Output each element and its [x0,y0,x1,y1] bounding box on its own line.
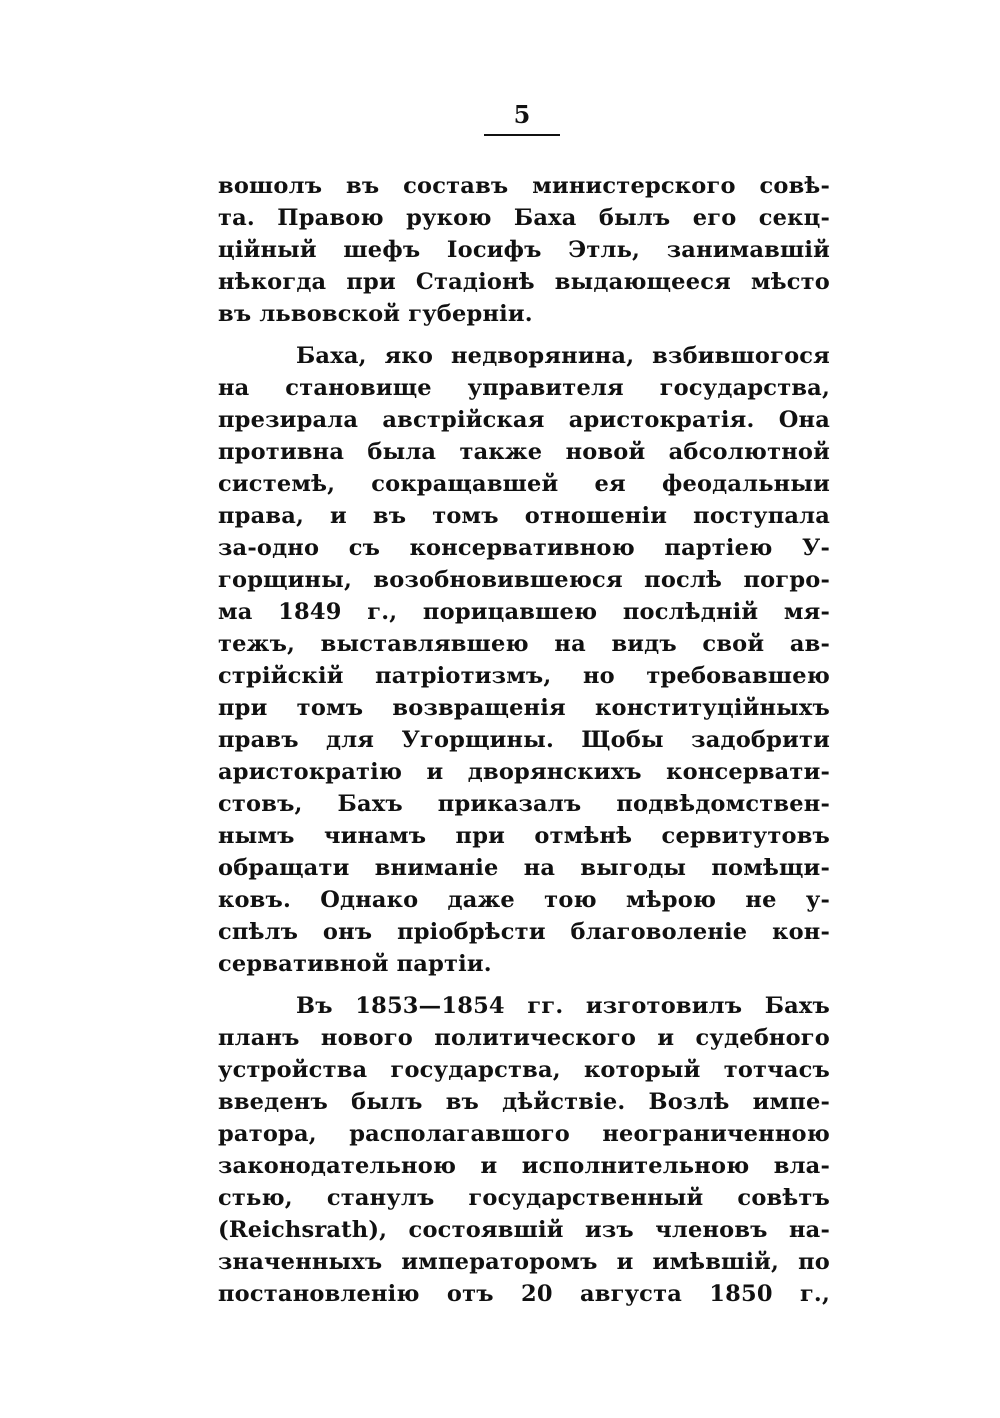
text-line: Въ 1853—1854 гг. изготовилъ Бахъ [296,993,830,1019]
text-line: спѣлъ онъ пріобрѣсти благоволеніе кон- [218,919,830,945]
text-line: ковъ. Однако даже тою мѣрою не у- [218,887,830,913]
text-line: системѣ, сокращавшей ея феодальныи [218,471,830,497]
text-line: горщины, возобновившеюся послѣ погро- [218,567,830,593]
text-line: введенъ былъ въ дѣйствіе. Возлѣ импе- [218,1089,830,1115]
text-line: нѣкогда при Стадіонѣ выдающееся мѣсто [218,269,830,295]
paragraph-1 [218,170,830,330]
text-line: стью, станулъ государственный совѣтъ [218,1185,830,1211]
text-line: тежъ, выставлявшею на видъ свой ав- [218,631,830,657]
text-line: Баха, яко недворянина, взбившогося [296,343,830,369]
text-line: нымъ чинамъ при отмѣнѣ сервитутовъ [218,823,830,849]
text-line: значенныхъ императоромъ и имѣвшій, по [218,1249,830,1275]
text-line: вошолъ въ составъ министерского совѣ- [218,173,830,199]
text-line: законодательною и исполнительною вла- [218,1153,830,1179]
paragraph-3 [218,990,830,1310]
text-line: за-одно съ консервативною партіею У- [218,535,830,561]
text-line: въ львовской губерніи. [218,301,533,327]
text-line: ційный шефъ Іосифъ Этль, занимавшій [218,237,830,263]
text-line: на становище управителя государства, [218,375,830,401]
text-line: аристократію и дворянскихъ консервати- [218,759,830,785]
text-line: та. Правою рукою Баха былъ его секц- [218,205,830,231]
text-line: обращати вниманіе на выгоды помѣщи- [218,855,830,881]
text-line: при томъ возвращенія конституційныхъ [218,695,830,721]
text-line: противна была также новой абсолютной [218,439,830,465]
text-line: планъ нового политического и судебного [218,1025,830,1051]
text-line: презирала австрійская аристократія. Она [218,407,830,433]
page-number: 5 [513,100,531,129]
text-line: стрійскій патріотизмъ, но требовавшею [218,663,830,689]
body-text [218,170,830,1310]
text-line: ма 1849 г., порицавшею послѣдній мя- [218,599,830,625]
text-line: (Reichsrath), состоявшій изъ членовъ на- [218,1217,830,1243]
page-number-rule [484,134,560,136]
text-line: права, и въ томъ отношеніи поступала [218,503,830,529]
text-line: ратора, располагавшого неограниченною [218,1121,830,1147]
paragraph-2 [218,340,830,980]
text-line: сервативной партіи. [218,951,492,977]
text-line: стовъ, Бахъ приказалъ подвѣдомствен- [218,791,830,817]
text-line: правъ для Угорщины. Щобы задобрити [218,727,830,753]
text-line: устройства государства, который тотчасъ [218,1057,830,1083]
text-line: постановленію отъ 20 августа 1850 г., [218,1281,830,1307]
